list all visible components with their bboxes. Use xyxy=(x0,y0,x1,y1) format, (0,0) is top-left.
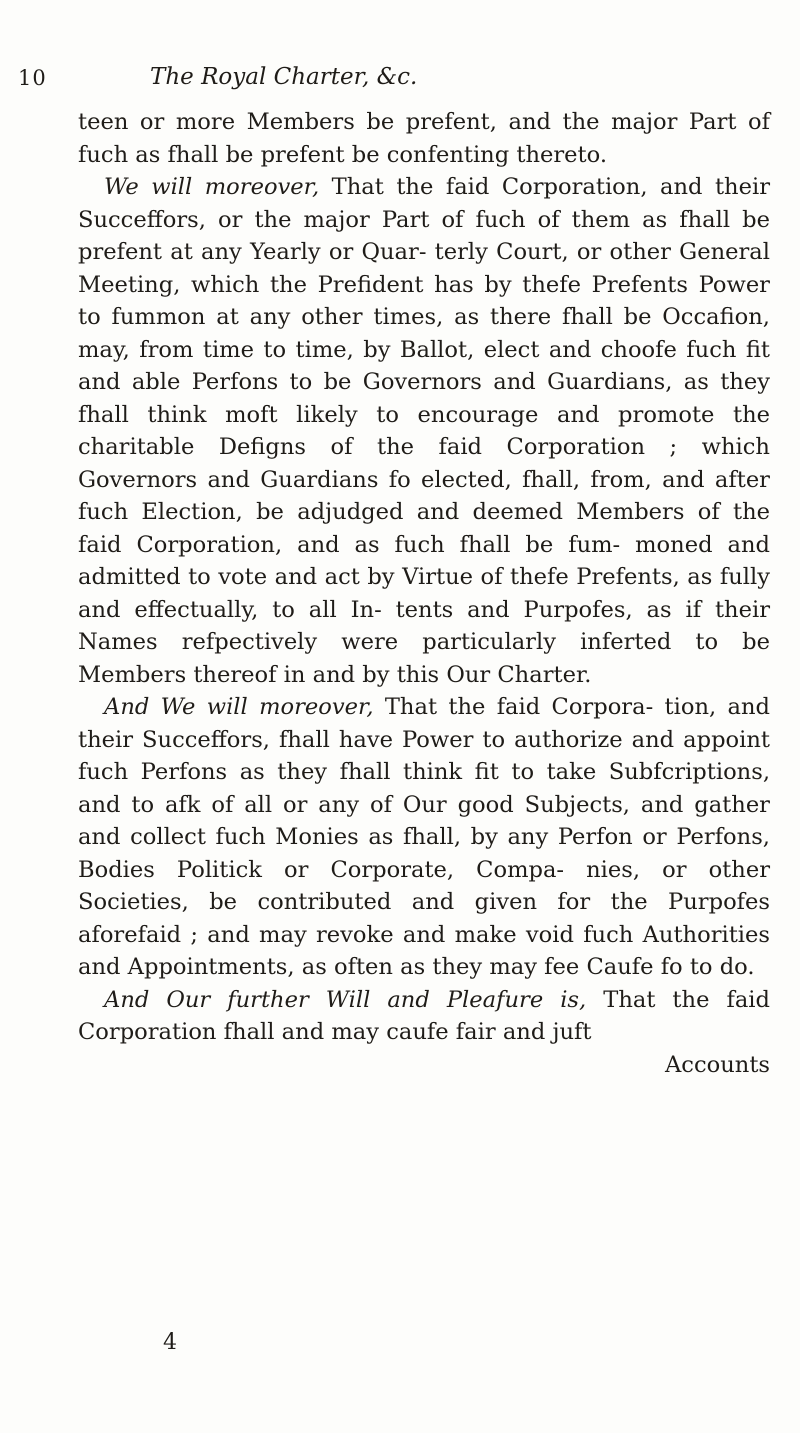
paragraph xyxy=(78,984,770,1049)
paragraph xyxy=(78,106,770,171)
paragraph-text: teen or more Members be prefent, and the major Part of fuch as fhall be prefent be confenting thereto. xyxy=(78,109,770,168)
catchword: Accounts xyxy=(664,1051,770,1078)
paragraph xyxy=(78,171,770,691)
running-head: The Royal Charter, &c. xyxy=(150,64,418,90)
body-text xyxy=(78,106,770,1081)
paragraph-opening: We will moreover, xyxy=(104,174,320,200)
paragraph xyxy=(78,691,770,984)
paragraph-text: That the faid Corporation fhall and may caufe fair and juft xyxy=(78,986,770,1045)
page-number: 10 xyxy=(18,66,47,90)
signature-mark: 4 xyxy=(163,1330,177,1355)
paragraph-text: That the faid Corporation, and their Succeffors, or the major Part of fuch of them as fhall be prefent at any Yearly or Quar- terly Court, or other General Meeting, which the Prefident has by thefe Prefents Power to fummon at any other times, as there fhall be Occafion, may, from time to time, by Ballot, elect and choofe fuch fit and able Perfons to be Governors and Guardians, as they fhall think moft likely to encourage and promote the charitable Defigns of the faid Corporation ; which Governors and Guardians fo elected, fhall, from, and after fuch Election, be adjudged and deemed Members of the faid Corporation, and as fuch fhall be fum- moned and admitted to vote and act by Virtue of thefe Prefents, as fully and effectually, to all In- tents and Purpofes, as if their Names refpectively were particularly inferted to be Members thereof in and by this Our Charter. xyxy=(78,174,770,688)
paragraph-text: That the faid Corpora- tion, and their Succeffors, fhall have Power to authorize and appoint fuch Perfons as they fhall think fit to take Subfcriptions, and to afk of all or any of Our good Subjects, and gather and collect fuch Monies as fhall, by any Perfon or Perfons, Bodies Politick or Corporate, Compa- nies, or other Societies, be contributed and given for the Purpofes aforefaid ; and may revoke and make void fuch Authorities and Appointments, as often as they may fee Caufe fo to do. xyxy=(78,694,770,980)
paragraph-opening: And We will moreover, xyxy=(104,694,374,720)
paragraph-opening: And Our further Will and Pleafure is, xyxy=(104,986,587,1013)
